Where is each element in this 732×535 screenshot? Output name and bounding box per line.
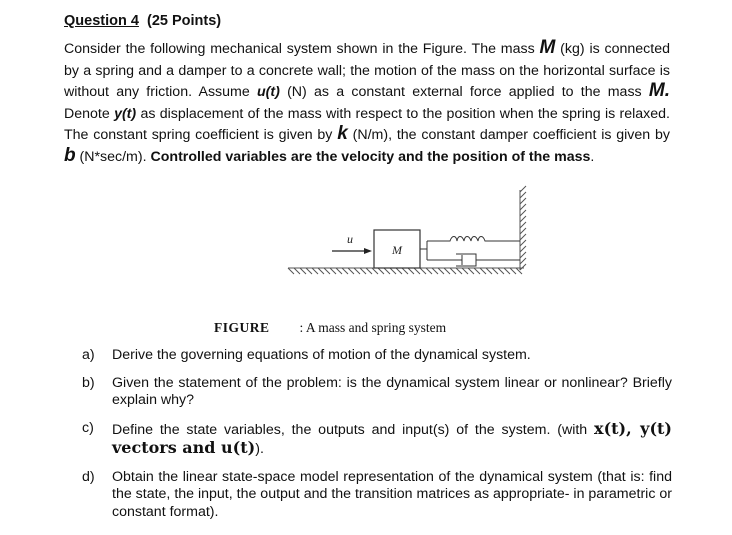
displacement-symbol: y(t)	[114, 105, 137, 122]
item-tail: ).	[255, 441, 264, 457]
intro-text-4: Denote	[64, 105, 115, 122]
item-text: Given the statement of the problem: is the dynamical system linear or nonlinear? Briefly explain why?	[112, 374, 672, 408]
intro-end-dot: .	[590, 148, 595, 165]
damper-symbol: b	[64, 144, 76, 166]
item-text: Derive the governing equations of motion of the dynamical system.	[112, 347, 531, 363]
question-number: Question 4	[64, 13, 139, 29]
mass-block-label: M	[392, 243, 402, 257]
spring	[427, 237, 520, 242]
list-item	[82, 375, 672, 410]
question-heading	[64, 13, 221, 29]
intro-text-7: (N*sec/m).	[75, 148, 151, 165]
problem-statement	[64, 39, 670, 168]
intro-text-1: Consider the following mechanical system shown in the Figure. The mass	[64, 41, 540, 57]
caption-text: : A mass and spring system	[299, 320, 447, 335]
mass-symbol-2: M.	[648, 80, 670, 101]
item-text: Obtain the linear state-space model representation of the dynamical system (that is: find the state, the input, the output and the transition matrices as appropriate- in parametric or constant format).	[112, 468, 672, 520]
caption-label: FIGURE	[214, 320, 270, 335]
mass-spring-damper-figure	[270, 184, 540, 294]
list-item	[82, 469, 672, 522]
item-marker: c)	[82, 419, 94, 436]
input-force-arrow	[332, 248, 372, 254]
question-points: (25 Points)	[147, 13, 222, 29]
controlled-variables-note: Controlled variables are the velocity and the position of the mass	[150, 148, 591, 165]
input-label: u	[347, 232, 353, 246]
item-math: x(t), y(t) vectors and u(t)	[112, 418, 672, 457]
force-symbol: u(t)	[256, 84, 280, 100]
ground-surface	[288, 268, 524, 274]
mass-symbol: M	[539, 37, 556, 58]
item-marker: d)	[82, 468, 95, 485]
concrete-wall	[520, 186, 526, 270]
spring-symbol: k	[337, 123, 348, 144]
figure-caption	[214, 320, 446, 336]
item-text: Define the state variables, the outputs and input(s) of the system. (with	[112, 421, 595, 438]
intro-text-3: (N) as a constant external force applied to the mass	[279, 84, 649, 100]
item-marker: a)	[82, 347, 95, 363]
intro-text-2: (kg) is connected by a spring and a damper to a concrete wall; the motion of the mass on the horizontal surface is without any friction. Assume	[64, 41, 670, 100]
sub-questions	[82, 347, 672, 531]
list-item	[82, 347, 672, 365]
item-marker: b)	[82, 374, 95, 391]
list-item	[82, 420, 672, 459]
intro-text-6: (N/m), the constant damper coefficient is given by	[347, 127, 670, 143]
damper	[427, 254, 520, 266]
intro-text-5: as displacement of the mass with respect to the position when the spring is relaxed. The constant spring coefficient is given by	[64, 105, 670, 143]
